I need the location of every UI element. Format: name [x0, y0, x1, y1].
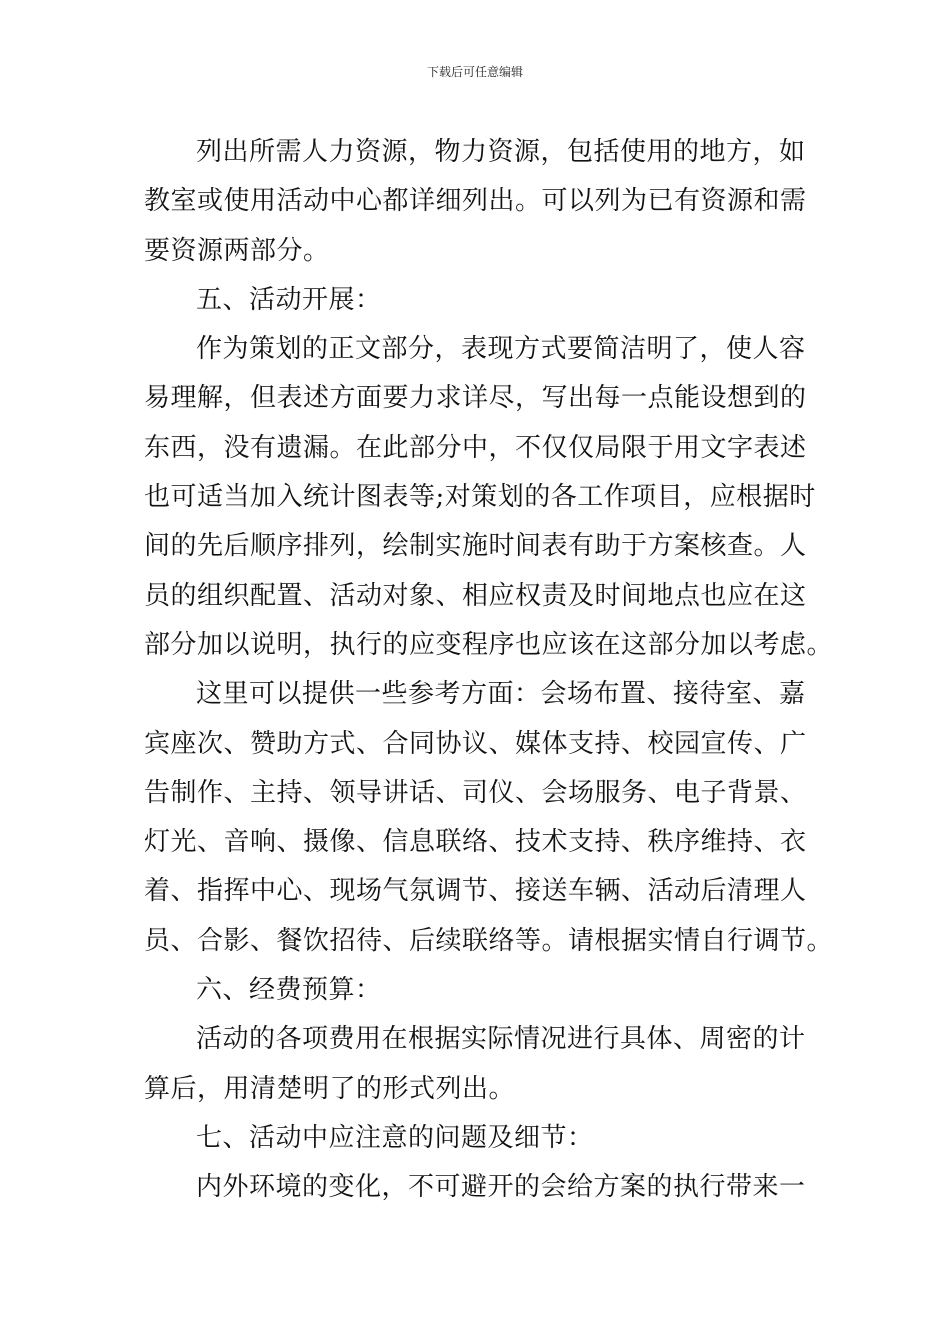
text-line: 作为策划的正文部分，表现方式要简洁明了，使人容 [196, 334, 806, 365]
text-line: 部分加以说明，执行的应变程序也应该在这部分加以考虑。 [144, 629, 834, 660]
text-line: 教室或使用活动中心都详细列出。可以列为已有资源和需 [144, 186, 807, 217]
text-line: 告制作、主持、领导讲话、司仪、会场服务、电子背景、 [144, 777, 807, 808]
text-line: 内外环境的变化，不可避开的会给方案的执行带来一 [196, 1172, 806, 1203]
text-line: 要资源两部分。 [144, 235, 330, 266]
section-heading: 五、活动开展： [196, 284, 382, 315]
section-heading: 七、活动中应注意的问题及细节： [196, 1122, 594, 1153]
text-line: 灯光、音响、摄像、信息联络、技术支持、秩序维持、衣 [144, 827, 807, 858]
text-line: 宾座次、赞助方式、合同协议、媒体支持、校园宣传、广 [144, 728, 807, 759]
text-line: 算后，用清楚明了的形式列出。 [144, 1073, 516, 1104]
document-body [144, 128, 834, 1213]
text-line: 这里可以提供一些参考方面：会场布置、接待室、嘉 [196, 679, 806, 710]
section-heading: 六、经费预算： [196, 975, 382, 1006]
text-line: 列出所需人力资源，物力资源，包括使用的地方，如 [196, 137, 806, 167]
page-header: 下载后可任意编辑 [426, 65, 523, 79]
text-line: 活动的各项费用在根据实际情况进行具体、周密的计 [196, 1024, 806, 1055]
text-line: 也可适当加入统计图表等;对策划的各工作项目，应根据时 [144, 482, 816, 513]
text-line: 着、指挥中心、现场气氛调节、接送车辆、活动后清理人 [144, 876, 807, 907]
text-line: 易理解，但表述方面要力求详尽，写出每一点能设想到的 [144, 383, 807, 414]
text-line: 东西，没有遗漏。在此部分中，不仅仅局限于用文字表述 [144, 432, 807, 463]
text-line: 员的组织配置、活动对象、相应权责及时间地点也应在这 [144, 580, 807, 611]
text-line: 间的先后顺序排列，绘制实施时间表有助于方案核查。人 [144, 531, 807, 562]
text-line: 员、合影、餐饮招待、后续联络等。请根据实情自行调节。 [144, 925, 834, 956]
